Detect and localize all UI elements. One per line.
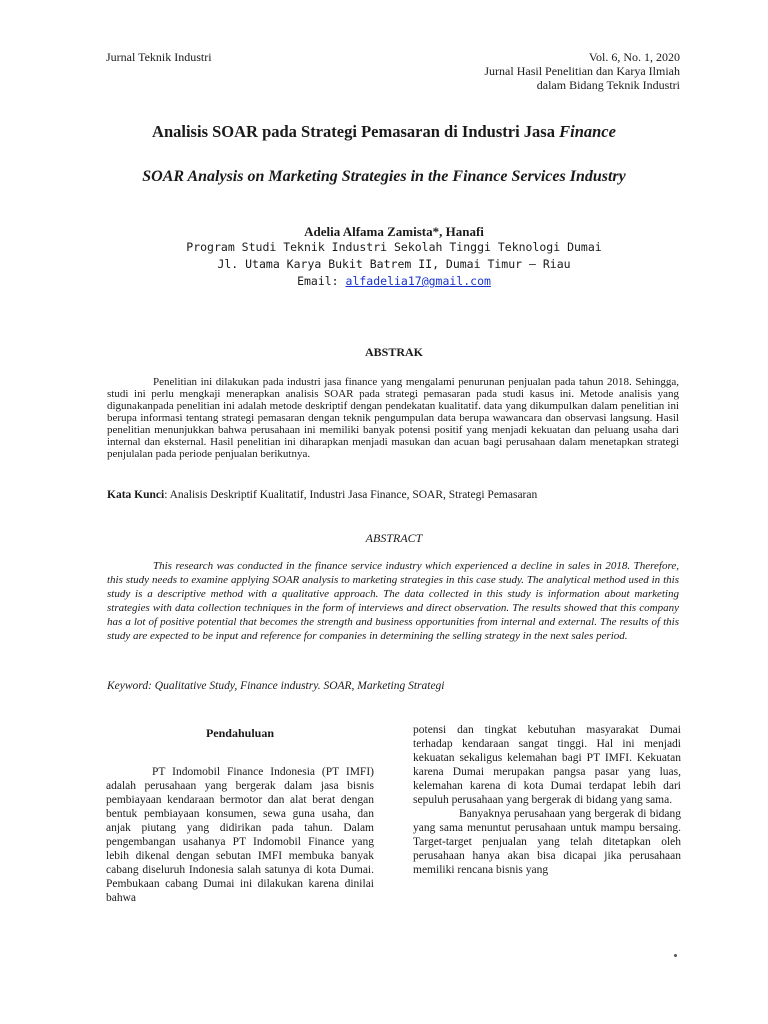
paper-title	[60, 122, 708, 142]
affiliation-address: Jl. Utama Karya Bukit Batrem II, Dumai Timur – Riau	[217, 257, 571, 271]
abstract-heading: ABSTRACT	[365, 531, 423, 545]
paper-title-text: Analisis SOAR pada Strategi Pemasaran di Industri Jasa	[152, 122, 560, 141]
keywords-label: Kata Kunci	[107, 489, 165, 501]
affiliation-email	[104, 274, 684, 288]
introduction-right-column	[413, 723, 681, 877]
abstrak-heading: ABSTRAK	[364, 345, 423, 359]
keywords-text: : Analisis Deskriptif Kualitatif, Industri Jasa Finance, SOAR, Strategi Pemasaran	[164, 489, 538, 501]
introduction-right-paragraph-2: Banyaknya perusahaan yang bergerak di bidang yang sama menuntut perusahaan untuk mampu bersaing. Target-target penjualan yang telah ditetapkan oleh perusahaan hanya akan bisa dicapai jika perusahaan memiliki rencana bisnis yang	[413, 808, 681, 876]
journal-info	[380, 50, 680, 92]
paper-title-english: SOAR Analysis on Marketing Strategies in the Finance Services Industry	[142, 168, 626, 185]
introduction-right-paragraph-1: potensi dan tingkat kebutuhan masyarakat Dumai terhadap kendaraan sangat tinggi. Hal ini menjadi kekuatan sekaligus kelemahan bagi PT IMFI. Kekuatan karena Dumai merupakan pangsa pasar yang luas, kelemahan karena di kota Dumai terdapat lebih dari sepuluh perusahaan yang bergerak di bidang yang sama.	[413, 724, 681, 806]
paper-title-italic: Finance	[559, 122, 616, 141]
volume-info: Vol. 6, No. 1, 2020	[588, 50, 680, 64]
introduction-heading: Pendahuluan	[205, 726, 275, 740]
abstrak-body: Penelitian ini dilakukan pada industri jasa finance yang mengalami penurunan penjualan pada tahun 2018. Sehingga, studi ini perlu mengkaji menerapkan analisis SOAR pada strategi pemasaran pada studi kasus ini. Metode analisis yang digunakanpada penelitian ini adalah metode deskriptif dengan pendekatan kualitatif. data yang dikumpulkan dalam penelitian ini berupa informasi tentang strategi pemasaran dengan teknik pengumpulan data berupa wawancara dan observasi langsung. Hasil penelitian menunjukkan bahwa perusahaan ini memiliki banyak potensi positif yang menjadi kekuatan dan peluang usaha dari internal dan eksternal. Hasil penelitian ini diharapkan menjadi masukan dan acuan bagi perusahaan dalam menetapkan strategi penjulalan pada periode penjualan berikutnya.	[107, 376, 679, 460]
email-link[interactable]: alfadelia17@gmail.com	[345, 274, 491, 288]
journal-subtitle-2: dalam Bidang Teknik Industri	[536, 78, 680, 92]
affiliation-institution: Program Studi Teknik Industri Sekolah Tinggi Teknologi Dumai	[186, 240, 602, 254]
abstrak-keywords	[107, 489, 679, 501]
journal-name: Jurnal Teknik Industri	[106, 50, 212, 64]
authors: Adelia Alfama Zamista*, Hanafi	[304, 224, 484, 239]
abstract-keywords: Keyword: Qualitative Study, Finance industry. SOAR, Marketing Strategi	[107, 680, 445, 692]
page-mark	[674, 954, 677, 957]
email-label: Email:	[297, 274, 346, 288]
journal-subtitle-1: Jurnal Hasil Penelitian dan Karya Ilmiah	[484, 64, 680, 78]
abstract-body: This research was conducted in the finance service industry which experienced a decline in sales in 2018. Therefore, this study needs to examine applying SOAR analysis to marketing strategies in this case study. The analytical method used in this study is a descriptive method with a qualitative approach. The data collected in this study is information about marketing strategies with data collection techniques in the form of interviews and direct observation. The results showed that this company has a lot of positive potential that becomes the strength and business opportunities from internal and external. The results of this study are expected to be input and reference for companies in determining the selling strategy in the next sales period.	[107, 560, 679, 642]
introduction-left-paragraph: PT Indomobil Finance Indonesia (PT IMFI) adalah perusahaan yang bergerak dalam jasa bisnis pembiayaan kendaraan bermotor dan alat berat dengan bentuk pembiayaan konsumen, sewa guna usaha, dan anjak piutang yang didirikan pada tahun. Dalam pengembangan usahanya PT Indomobil Finance yang lebih dikenal dengan sebutan IMFI membuka banyak cabang diseluruh Indonesia salah satunya di kota Dumai. Pembukaan cabang Dumai ini dilakukan karena dinilai bahwa	[106, 766, 374, 904]
